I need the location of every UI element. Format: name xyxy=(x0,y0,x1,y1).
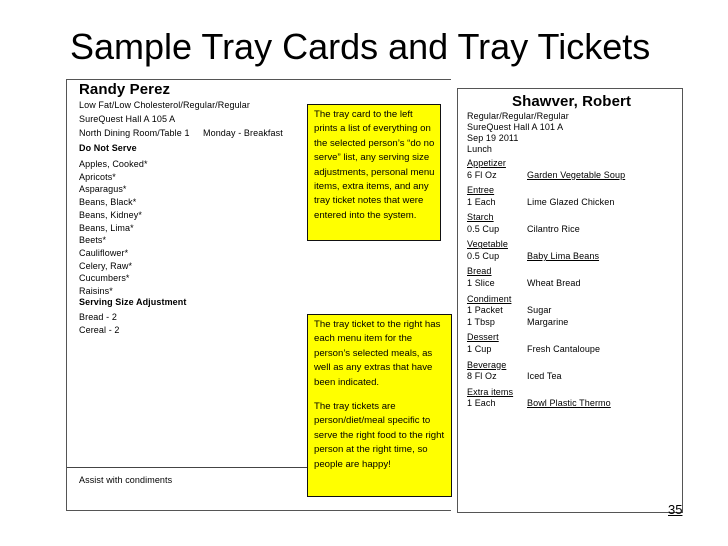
ticket-section-heading: Bread xyxy=(467,266,492,277)
serving-size-item: Cereal - 2 xyxy=(79,324,120,335)
do-not-serve-item: Celery, Raw* xyxy=(79,260,133,271)
do-not-serve-item: Raisins* xyxy=(79,286,113,296)
ticket-meal-line: Lunch xyxy=(467,144,493,154)
ticket-item-food: Margarine xyxy=(527,317,569,328)
ticket-section-heading: Extra items xyxy=(467,386,514,397)
diet-line: Low Fat/Low Cholesterol/Regular/Regular xyxy=(79,100,250,110)
footer-note: Assist with condiments xyxy=(79,475,173,485)
tray-ticket-note-text-1: The tray ticket to the right has each menu item for the person’s selected meals, as well as any extras that have been indicated. xyxy=(314,319,441,388)
ticket-item-qty: 8 Fl Oz xyxy=(467,371,497,382)
tray-card-note-text: The tray card to the left prints a list of everything on the selected person’s “do no serve” list, any serving size adjustments, personal menu items, extra items, and any tray ticket notes that were entered into the system. xyxy=(314,109,435,221)
tray-ticket-note xyxy=(307,314,452,497)
ticket-item-food: Fresh Cantaloupe xyxy=(527,344,601,355)
ticket-date-line: Sep 19 2011 xyxy=(467,133,519,143)
ticket-item-food: Garden Vegetable Soup xyxy=(527,169,626,180)
ticket-item-qty: 1 Each xyxy=(467,196,496,207)
do-not-serve-item: Apricots* xyxy=(79,171,116,182)
ticket-item-qty: 0.5 Cup xyxy=(467,224,500,234)
ticket-section-heading: Beverage xyxy=(467,359,507,370)
ticket-section-heading: Vegetable xyxy=(467,239,508,250)
ticket-section-heading: Dessert xyxy=(467,332,499,343)
ticket-section-heading: Appetizer xyxy=(467,158,506,168)
ticket-item-food: Iced Tea xyxy=(527,371,562,382)
patient-name: Randy Perez xyxy=(79,81,171,98)
ticket-item-qty: 1 Slice xyxy=(467,278,495,289)
dining-room-line: North Dining Room/Table 1 xyxy=(79,128,190,138)
do-not-serve-item: Asparagus* xyxy=(79,184,127,195)
do-not-serve-item: Cucumbers* xyxy=(79,273,130,284)
do-not-serve-item: Beets* xyxy=(79,235,107,246)
ticket-section-heading: Condiment xyxy=(467,293,512,304)
do-not-serve-item: Cauliflower* xyxy=(79,247,129,258)
ticket-item-qty: 6 Fl Oz xyxy=(467,169,497,180)
serving-size-heading: Serving Size Adjustment xyxy=(79,297,187,307)
ticket-item-qty: 1 Each xyxy=(467,398,496,409)
tray-ticket-note-text-2: The tray tickets are person/diet/meal specific to serve the right food to the right person at the right time, so people are happy! xyxy=(314,401,445,470)
do-not-serve-heading: Do Not Serve xyxy=(79,143,137,153)
ticket-item-qty: 0.5 Cup xyxy=(467,251,500,262)
do-not-serve-item: Beans, Black* xyxy=(79,197,137,208)
do-not-serve-item: Beans, Kidney* xyxy=(79,209,142,220)
ticket-item-food: Lime Glazed Chicken xyxy=(527,196,615,207)
ticket-item-qty: 1 Packet xyxy=(467,305,503,316)
meal-line: Monday - Breakfast xyxy=(203,128,283,138)
ticket-location-line: SureQuest Hall A 101 A xyxy=(467,122,564,132)
tray-ticket xyxy=(457,88,683,513)
ticket-item-qty: 1 Tbsp xyxy=(467,317,495,328)
do-not-serve-item: Apples, Cooked* xyxy=(79,159,148,169)
ticket-item-food: Baby Lima Beans xyxy=(527,251,600,262)
ticket-item-food: Sugar xyxy=(527,305,552,316)
ticket-diet-line: Regular/Regular/Regular xyxy=(467,111,569,121)
do-not-serve-item: Beans, Lima* xyxy=(79,222,134,233)
ticket-section-heading: Entree xyxy=(467,185,495,196)
ticket-item-qty: 1 Cup xyxy=(467,344,492,355)
slide-title: Sample Tray Cards and Tray Tickets xyxy=(70,26,651,67)
ticket-item-food: Wheat Bread xyxy=(527,278,581,289)
ticket-section-heading: Starch xyxy=(467,212,494,223)
serving-size-item: Bread - 2 xyxy=(79,312,117,322)
ticket-item-food: Cilantro Rice xyxy=(527,224,580,234)
location-line: SureQuest Hall A 105 A xyxy=(79,114,176,124)
ticket-item-food: Bowl Plastic Thermo xyxy=(527,398,611,409)
tray-card-note xyxy=(307,104,441,241)
page-number: 35 xyxy=(668,502,683,517)
ticket-patient-name: Shawver, Robert xyxy=(512,93,632,110)
